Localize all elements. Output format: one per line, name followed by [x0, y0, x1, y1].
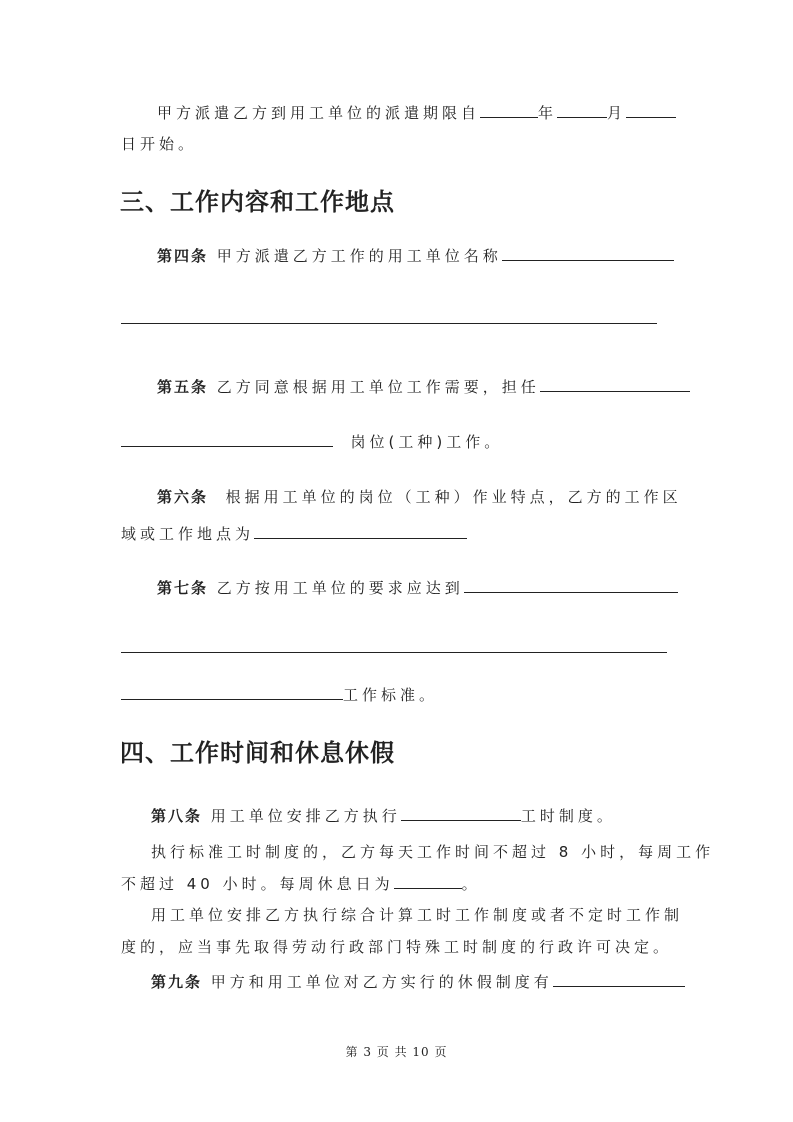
article-7-text: 乙方按用工单位的要求应达到	[216, 579, 464, 597]
article-5-line-2	[121, 432, 503, 452]
start-day-blank[interactable]	[626, 103, 676, 118]
article-8-p3-line-2: 度的，应当事先取得劳动行政部门特殊工时制度的行政许可决定。	[121, 938, 673, 956]
year-label: 年	[538, 104, 558, 122]
article-8-p2-line-2	[121, 874, 481, 894]
employer-name-blank-line[interactable]	[121, 323, 657, 324]
start-year-blank[interactable]	[480, 103, 538, 118]
working-hours-system-blank[interactable]	[401, 806, 521, 821]
period-text: 甲方派遣乙方到用工单位的派遣期限自	[157, 104, 481, 122]
work-location-blank[interactable]	[254, 524, 467, 539]
article-8-tail: 工时制度。	[520, 807, 616, 825]
work-standard-blank-2[interactable]	[121, 685, 343, 700]
rest-day-blank[interactable]	[394, 874, 462, 889]
article-4	[157, 246, 674, 266]
article-5	[157, 377, 690, 397]
article-9-label: 第九条	[151, 973, 203, 991]
article-8-p2-line-1: 执行标准工时制度的，乙方每天工作时间不超过 8 小时，每周工作	[151, 843, 715, 861]
section-3-title: 三、工作内容和工作地点	[120, 188, 395, 216]
start-month-blank[interactable]	[557, 103, 607, 118]
position-blank[interactable]	[540, 377, 690, 392]
article-9-text: 甲方和用工单位对乙方实行的休假制度有	[210, 973, 553, 991]
article-7-line-3	[121, 685, 438, 705]
section-4-title: 四、工作时间和休息休假	[120, 739, 395, 767]
article-6-text: 根据用工单位的岗位（工种）作业特点，乙方的工作区	[225, 488, 682, 506]
article-7-tail: 工作标准。	[343, 686, 439, 704]
employer-name-blank[interactable]	[502, 246, 674, 261]
article-8	[151, 806, 616, 826]
article-5-tail: 岗位(工种)工作。	[350, 433, 504, 451]
article-8-p3-line-1: 用工单位安排乙方执行综合计算工时工作制度或者不定时工作制	[151, 906, 684, 924]
page-number: 第 3 页 共 10 页	[345, 1045, 448, 1059]
article-5-label: 第五条	[157, 378, 209, 396]
month-label: 月	[607, 104, 627, 122]
article-9	[151, 972, 685, 992]
article-6-label: 第六条	[157, 488, 209, 506]
article-8-label: 第八条	[151, 807, 203, 825]
article-8-p2-text: 不超过 40 小时。每周休息日为	[121, 875, 394, 893]
article-6	[157, 487, 682, 507]
period-line	[157, 103, 676, 123]
article-7-label: 第七条	[157, 579, 209, 597]
article-8-text: 用工单位安排乙方执行	[210, 807, 401, 825]
period-line-2: 日开始。	[121, 135, 198, 153]
leave-system-blank[interactable]	[553, 972, 685, 987]
article-4-text: 甲方派遣乙方工作的用工单位名称	[216, 247, 502, 265]
work-standard-blank[interactable]	[464, 578, 678, 593]
article-6-line-2-text: 域或工作地点为	[121, 525, 255, 543]
article-8-p2-end: 。	[461, 875, 481, 893]
work-standard-blank-line[interactable]	[121, 652, 667, 653]
article-6-line-2	[121, 524, 467, 544]
article-7	[157, 578, 678, 598]
position-blank-2[interactable]	[121, 432, 333, 447]
article-4-label: 第四条	[157, 247, 209, 265]
article-5-text: 乙方同意根据用工单位工作需要，担任	[216, 378, 540, 396]
